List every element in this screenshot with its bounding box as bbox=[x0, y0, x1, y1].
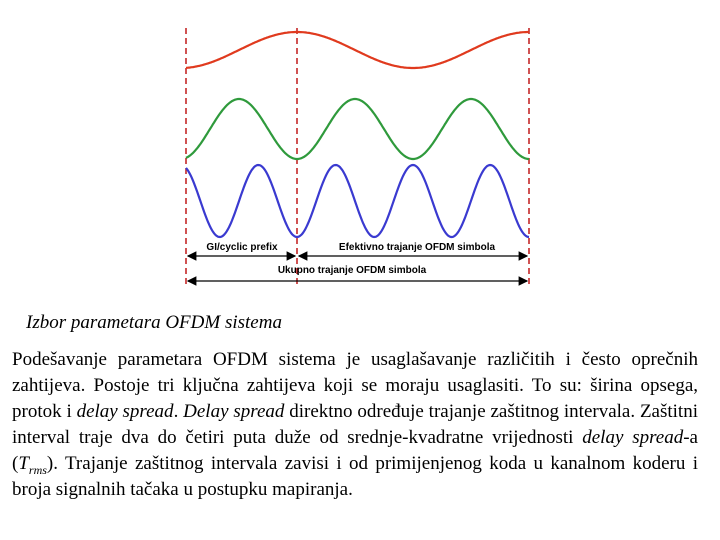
subcarrier-wave-1 bbox=[186, 32, 529, 68]
text-part: direktno određuje trajanje zaštitnog intervala. Zaštitni interval traje dva do četiri puta duže od srednje-kvadratne vrijednosti bbox=[12, 401, 698, 448]
gi-label: GI/cyclic prefix bbox=[206, 242, 278, 253]
effective-duration-label: Efektivno trajanje OFDM simbola bbox=[338, 242, 496, 253]
term-delay-spread: delay spread bbox=[582, 427, 684, 448]
text-part: -a ( bbox=[12, 427, 698, 474]
body-paragraph bbox=[12, 347, 698, 503]
text-part: ). Trajanje zaštitnog intervala zavisi i od primijenjenog koda u kanalnom koderu i broja signalnih tačaka u postupku mapiranja. bbox=[12, 453, 698, 500]
subcarrier-wave-3 bbox=[186, 165, 529, 237]
term-delay-spread: delay spread bbox=[76, 401, 174, 422]
total-duration-label: Ukupno trajanje OFDM simbola bbox=[277, 265, 427, 276]
text-part: . bbox=[173, 401, 184, 422]
term-delay-spread: Delay spread bbox=[183, 401, 285, 422]
text-part: Podešavanje parametara OFDM sistema je usaglašavanje različitih i često oprečnih zahtijeva. Postoje tri ključna zahtijeva koji se moraju usaglasiti. To su: širina opsega, protok i bbox=[12, 349, 698, 422]
symbol-rms-subscript: rms bbox=[28, 462, 47, 477]
subcarrier-wave-2 bbox=[186, 99, 529, 159]
symbol-t: T bbox=[18, 453, 29, 474]
section-heading: Izbor parametara OFDM sistema bbox=[26, 312, 282, 333]
